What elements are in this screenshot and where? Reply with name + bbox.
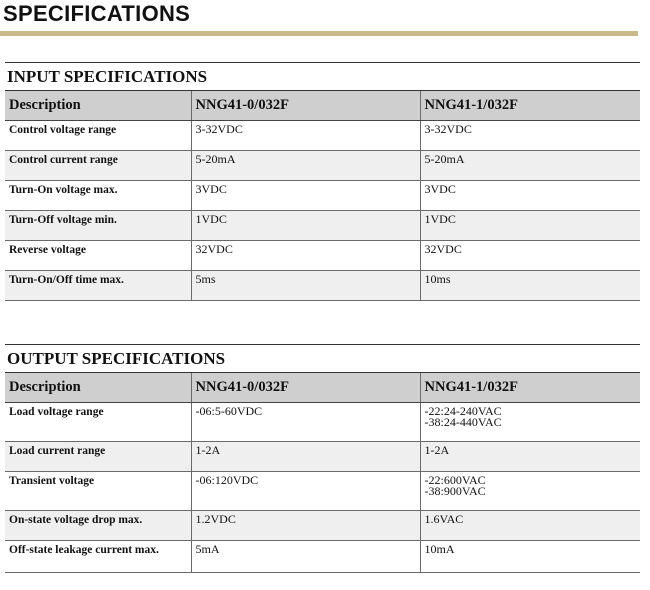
spec-value-model-0: [191, 211, 420, 241]
spec-value-model-1: [420, 151, 640, 181]
value-line: 1VDC: [424, 212, 456, 226]
table-row: [5, 241, 640, 271]
value-line: -06:120VDC: [195, 473, 259, 487]
value-line: 1-2A: [424, 443, 450, 457]
spec-label: Control current range: [5, 151, 191, 181]
column-header-model-0: NNG41-0/032F: [191, 373, 420, 403]
table-row: [5, 442, 640, 472]
value-line: -38:24-440VAC: [424, 415, 502, 429]
value-line: 1.2VDC: [195, 512, 236, 526]
spec-value-model-0: [191, 442, 420, 472]
spec-label: Turn-On voltage max.: [5, 181, 191, 211]
spec-value-model-1: [420, 472, 640, 511]
title-divider: [0, 31, 638, 36]
spec-value-model-1: [420, 181, 640, 211]
spec-value-model-0: [191, 151, 420, 181]
spec-value-model-1: [420, 271, 640, 301]
spec-value-model-0: [191, 271, 420, 301]
table-row: [5, 511, 640, 541]
spec-value-model-1: [420, 541, 640, 573]
value-line: -06:5-60VDC: [195, 404, 263, 418]
spec-label: Control voltage range: [5, 121, 191, 151]
spec-label: On-state voltage drop max.: [5, 511, 191, 541]
section-title: OUTPUT SPECIFICATIONS: [5, 344, 640, 372]
table-row: [5, 181, 640, 211]
output-specifications-table: [5, 372, 640, 573]
spec-label: Reverse voltage: [5, 241, 191, 271]
table-row: [5, 472, 640, 511]
input-specifications-section: [5, 62, 640, 301]
spec-value-model-0: [191, 472, 420, 511]
spec-value-model-1: [420, 403, 640, 442]
value-line: 10mA: [424, 542, 455, 556]
value-line: 3VDC: [424, 182, 456, 196]
spec-value-model-0: [191, 403, 420, 442]
column-header-description: Description: [5, 373, 191, 403]
column-header-model-1: NNG41-1/032F: [420, 91, 640, 121]
spec-value-model-1: [420, 241, 640, 271]
table-row: [5, 121, 640, 151]
value-line: 5mA: [195, 542, 220, 556]
value-line: 3-32VDC: [195, 122, 243, 136]
spec-value-model-0: [191, 181, 420, 211]
value-line: 5-20mA: [195, 152, 236, 166]
value-line: 3-32VDC: [424, 122, 472, 136]
value-line: 5-20mA: [424, 152, 465, 166]
value-line: 5ms: [195, 272, 216, 286]
column-header-model-0: NNG41-0/032F: [191, 91, 420, 121]
section-title: INPUT SPECIFICATIONS: [5, 62, 640, 90]
value-line: 32VDC: [195, 242, 233, 256]
spec-label: Turn-On/Off time max.: [5, 271, 191, 301]
value-line: 1.6VAC: [424, 512, 464, 526]
spec-label: Transient voltage: [5, 472, 191, 511]
table-row: [5, 211, 640, 241]
spec-value-model-1: [420, 211, 640, 241]
table-row: [5, 541, 640, 573]
input-specifications-table: [5, 90, 640, 301]
spec-value-model-0: [191, 121, 420, 151]
column-header-description: Description: [5, 91, 191, 121]
value-line: 10ms: [424, 272, 451, 286]
output-specifications-section: [5, 344, 640, 573]
page-title: SPECIFICATIONS: [3, 1, 191, 26]
value-line: -22:24-240VAC: [424, 404, 502, 418]
spec-label: Load voltage range: [5, 403, 191, 442]
value-line: 3VDC: [195, 182, 227, 196]
value-line: 1VDC: [195, 212, 227, 226]
column-header-model-1: NNG41-1/032F: [420, 373, 640, 403]
value-line: -22:600VAC: [424, 473, 486, 487]
value-line: 32VDC: [424, 242, 462, 256]
spec-value-model-0: [191, 511, 420, 541]
spec-label: Turn-Off voltage min.: [5, 211, 191, 241]
spec-label: Off-state leakage current max.: [5, 541, 191, 573]
table-row: [5, 151, 640, 181]
table-row: [5, 271, 640, 301]
spec-label: Load current range: [5, 442, 191, 472]
value-line: 1-2A: [195, 443, 221, 457]
spec-value-model-1: [420, 121, 640, 151]
table-header-row: [5, 91, 640, 121]
value-line: -38:900VAC: [424, 484, 486, 498]
spec-value-model-1: [420, 511, 640, 541]
table-row: [5, 403, 640, 442]
spec-value-model-0: [191, 541, 420, 573]
spec-value-model-0: [191, 241, 420, 271]
table-header-row: [5, 373, 640, 403]
spec-value-model-1: [420, 442, 640, 472]
